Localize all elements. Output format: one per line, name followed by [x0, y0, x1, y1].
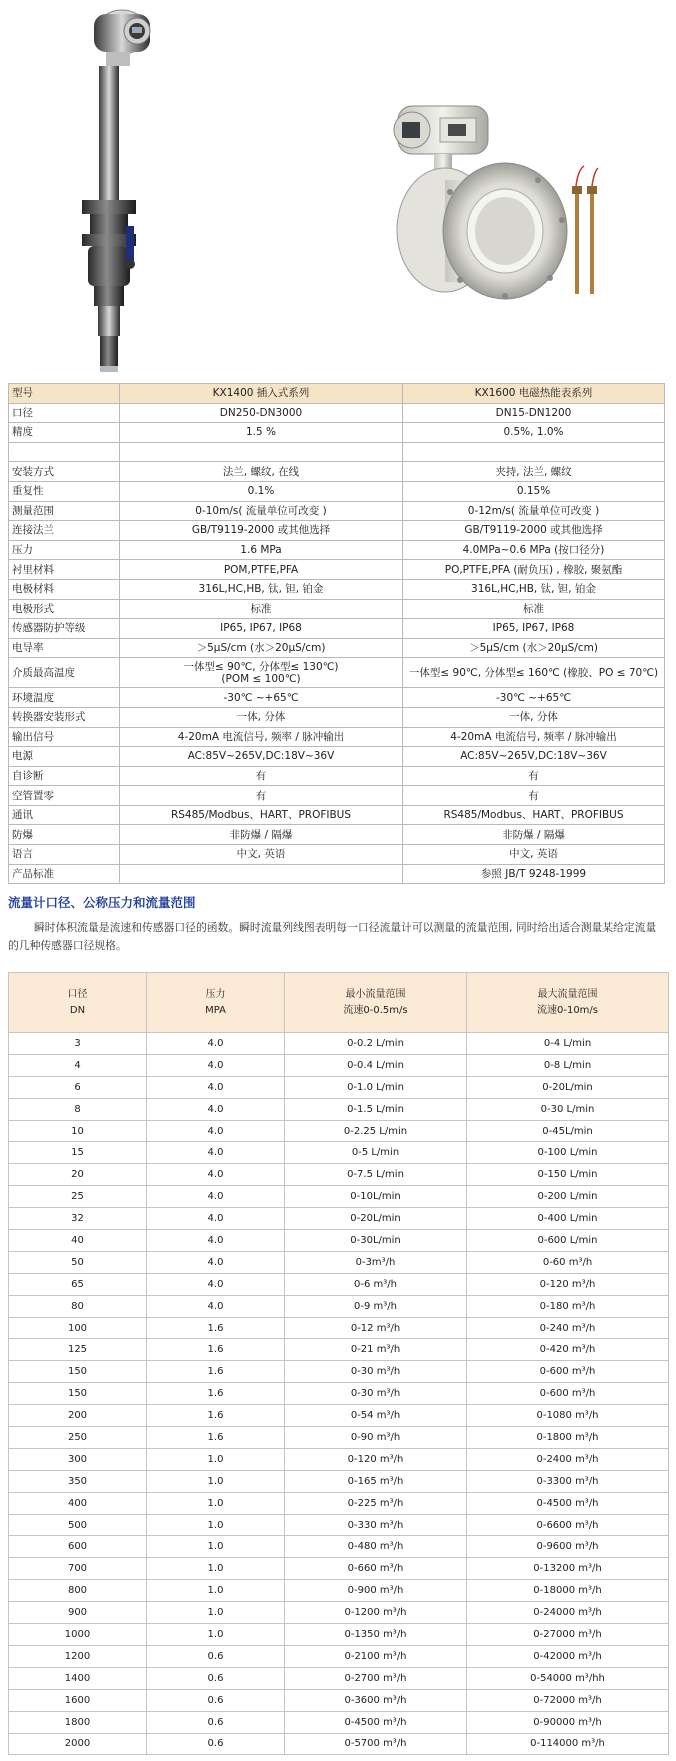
- spec-row: [9, 864, 665, 884]
- flow-cell-max: 0-90000 m³/h: [467, 1711, 669, 1733]
- spec-row-kx1600: 0.5%, 1.0%: [403, 423, 665, 443]
- flow-header-row: [9, 973, 669, 1033]
- spec-row-kx1400: 1.6 MPa: [120, 540, 403, 560]
- spec-row-kx1400: IP65, IP67, IP68: [120, 619, 403, 639]
- spec-row: [9, 727, 665, 747]
- flow-cell-max: 0-180 m³/h: [467, 1295, 669, 1317]
- flow-cell-max: 0-200 L/min: [467, 1186, 669, 1208]
- flow-cell-dn: 10: [9, 1120, 147, 1142]
- flow-cell-max: 0-9600 m³/h: [467, 1536, 669, 1558]
- spec-row-kx1400: 0.1%: [120, 481, 403, 501]
- flow-row: [9, 1427, 669, 1449]
- flow-cell-min: 0-1.5 L/min: [285, 1098, 467, 1120]
- spec-row-label: 电导率: [9, 638, 120, 658]
- flow-row: [9, 1492, 669, 1514]
- spec-row-kx1600: ＞5μS/cm (水＞20μS/cm): [403, 638, 665, 658]
- flow-cell-mpa: 1.0: [147, 1624, 285, 1646]
- flow-cell-max: 0-13200 m³/h: [467, 1558, 669, 1580]
- flow-cell-max: 0-42000 m³/h: [467, 1645, 669, 1667]
- spec-row: [9, 540, 665, 560]
- spec-row-label: 电源: [9, 747, 120, 767]
- spec-row-kx1400-line2: (POM ≤ 100℃): [221, 672, 301, 685]
- flow-cell-mpa: 1.6: [147, 1405, 285, 1427]
- spec-row: [9, 521, 665, 541]
- flow-cell-min: 0-5 L/min: [285, 1142, 467, 1164]
- flow-cell-min: 0-30 m³/h: [285, 1383, 467, 1405]
- spec-row-label: [9, 442, 120, 462]
- flow-row: [9, 1405, 669, 1427]
- spec-table: [8, 383, 665, 884]
- flow-cell-max: 0-45L/min: [467, 1120, 669, 1142]
- flow-cell-max: 0-27000 m³/h: [467, 1624, 669, 1646]
- flow-cell-min: 0-30L/min: [285, 1230, 467, 1252]
- spec-row-label: 通讯: [9, 805, 120, 825]
- flow-cell-max: 0-54000 m³/hh: [467, 1667, 669, 1689]
- flow-cell-max: 0-1800 m³/h: [467, 1427, 669, 1449]
- flow-cell-mpa: 1.0: [147, 1448, 285, 1470]
- flow-cell-mpa: 4.0: [147, 1208, 285, 1230]
- spec-row-kx1400: ＞5μS/cm (水＞20μS/cm): [120, 638, 403, 658]
- flow-cell-mpa: 1.0: [147, 1470, 285, 1492]
- flow-cell-min: 0-480 m³/h: [285, 1536, 467, 1558]
- spec-row: [9, 688, 665, 708]
- flow-header-max-l1: 最大流量范围: [537, 988, 598, 1000]
- electromagnetic-heat-meter-image: [390, 100, 610, 350]
- spec-row-kx1600: 非防爆 / 隔爆: [403, 825, 665, 845]
- spec-row-label: 防爆: [9, 825, 120, 845]
- flow-cell-min: 0-6 m³/h: [285, 1273, 467, 1295]
- flow-cell-mpa: 4.0: [147, 1054, 285, 1076]
- spec-row-kx1400: AC:85V~265V,DC:18V~36V: [120, 747, 403, 767]
- spec-row: [9, 599, 665, 619]
- flow-cell-mpa: 0.6: [147, 1645, 285, 1667]
- spec-row-kx1400-line1: 一体型≤ 90℃, 分体型≤ 130℃): [183, 660, 339, 673]
- flow-header-dn: [9, 973, 147, 1033]
- flow-cell-dn: 80: [9, 1295, 147, 1317]
- flow-header-max-l2: 流速0-10m/s: [536, 1004, 598, 1016]
- flow-cell-dn: 8: [9, 1098, 147, 1120]
- flow-cell-max: 0-600 m³/h: [467, 1361, 669, 1383]
- spec-row-kx1600: 4.0MPa~0.6 MPa (按口径分): [403, 540, 665, 560]
- flow-cell-max: 0-18000 m³/h: [467, 1580, 669, 1602]
- flow-cell-max: 0-8 L/min: [467, 1054, 669, 1076]
- spec-row-label: 安装方式: [9, 462, 120, 482]
- flow-cell-max: 0-60 m³/h: [467, 1251, 669, 1273]
- spec-header-label: 型号: [9, 384, 120, 404]
- flow-cell-mpa: 1.0: [147, 1602, 285, 1624]
- flow-row: [9, 1514, 669, 1536]
- flow-cell-dn: 65: [9, 1273, 147, 1295]
- flow-cell-max: 0-240 m³/h: [467, 1317, 669, 1339]
- spec-row-label: 衬里材料: [9, 560, 120, 580]
- flow-cell-dn: 500: [9, 1514, 147, 1536]
- spec-row-kx1600: AC:85V~265V,DC:18V~36V: [403, 747, 665, 767]
- flow-row: [9, 1098, 669, 1120]
- spec-row: [9, 805, 665, 825]
- spec-row: [9, 638, 665, 658]
- flow-cell-max: 0-120 m³/h: [467, 1273, 669, 1295]
- flow-cell-max: 0-100 L/min: [467, 1142, 669, 1164]
- flow-cell-mpa: 4.0: [147, 1186, 285, 1208]
- flow-cell-dn: 1400: [9, 1667, 147, 1689]
- flow-row: [9, 1054, 669, 1076]
- spec-row-label: 环境温度: [9, 688, 120, 708]
- flow-row: [9, 1339, 669, 1361]
- flow-header-mpa: [147, 973, 285, 1033]
- spec-row-kx1400: 有: [120, 766, 403, 786]
- spec-row-kx1600: 0.15%: [403, 481, 665, 501]
- flow-cell-max: 0-30 L/min: [467, 1098, 669, 1120]
- spec-row: [9, 579, 665, 599]
- spec-row-kx1400: DN250-DN3000: [120, 403, 403, 423]
- flow-row: [9, 1448, 669, 1470]
- flow-row: [9, 1383, 669, 1405]
- spec-row-kx1600: 4-20mA 电流信号, 频率 / 脉冲输出: [403, 727, 665, 747]
- flow-cell-mpa: 1.0: [147, 1536, 285, 1558]
- insertion-flowmeter-image: [70, 0, 180, 378]
- flow-cell-mpa: 1.6: [147, 1339, 285, 1361]
- spec-row-kx1600: 一体, 分体: [403, 707, 665, 727]
- flow-cell-max: 0-600 m³/h: [467, 1383, 669, 1405]
- flow-cell-min: 0-30 m³/h: [285, 1361, 467, 1383]
- flow-cell-dn: 1600: [9, 1689, 147, 1711]
- flow-cell-min: 0-4500 m³/h: [285, 1711, 467, 1733]
- spec-row-kx1400: -30℃ ~+65℃: [120, 688, 403, 708]
- flow-cell-mpa: 1.0: [147, 1514, 285, 1536]
- spec-row: [9, 766, 665, 786]
- flow-cell-mpa: 1.0: [147, 1492, 285, 1514]
- flow-cell-min: 0-90 m³/h: [285, 1427, 467, 1449]
- flow-cell-max: 0-3300 m³/h: [467, 1470, 669, 1492]
- flow-cell-min: 0-9 m³/h: [285, 1295, 467, 1317]
- spec-row: [9, 658, 665, 688]
- flow-cell-dn: 600: [9, 1536, 147, 1558]
- flow-header-min-l2: 流速0-0.5m/s: [343, 1004, 408, 1016]
- flow-row: [9, 1230, 669, 1252]
- spec-row-label: 产品标准: [9, 864, 120, 884]
- spec-row: [9, 747, 665, 767]
- flow-cell-max: 0-150 L/min: [467, 1164, 669, 1186]
- spec-row-kx1400: 4-20mA 电流信号, 频率 / 脉冲输出: [120, 727, 403, 747]
- flow-cell-mpa: 4.0: [147, 1230, 285, 1252]
- spec-row-kx1400: GB/T9119-2000 或其他选择: [120, 521, 403, 541]
- flow-cell-min: 0-900 m³/h: [285, 1580, 467, 1602]
- spec-row-kx1600: 参照 JB/T 9248-1999: [403, 864, 665, 884]
- flow-cell-mpa: 0.6: [147, 1689, 285, 1711]
- spec-row-kx1400: [120, 442, 403, 462]
- spec-row-kx1600: RS485/Modbus、HART、PROFIBUS: [403, 805, 665, 825]
- spec-row-label: 自诊断: [9, 766, 120, 786]
- spec-row-label: 转换器安装形式: [9, 707, 120, 727]
- section-title: 流量计口径、公称压力和流量范围: [8, 895, 196, 910]
- flow-cell-dn: 350: [9, 1470, 147, 1492]
- flow-cell-max: 0-6600 m³/h: [467, 1514, 669, 1536]
- flow-cell-min: 0-21 m³/h: [285, 1339, 467, 1361]
- spec-header-row: [9, 384, 665, 404]
- spec-row-label: 连接法兰: [9, 521, 120, 541]
- flow-cell-dn: 4: [9, 1054, 147, 1076]
- flow-row: [9, 1667, 669, 1689]
- spec-row-kx1400: 标准: [120, 599, 403, 619]
- flow-cell-min: 0-5700 m³/h: [285, 1733, 467, 1755]
- flow-cell-max: 0-400 L/min: [467, 1208, 669, 1230]
- flow-cell-dn: 100: [9, 1317, 147, 1339]
- flow-cell-min: 0-10L/min: [285, 1186, 467, 1208]
- spec-row-kx1600: PO,PTFE,PFA (耐负压) , 橡胶, 聚氨酯: [403, 560, 665, 580]
- flow-cell-dn: 250: [9, 1427, 147, 1449]
- spec-row-kx1400: 1.5 %: [120, 423, 403, 443]
- flow-cell-max: 0-1080 m³/h: [467, 1405, 669, 1427]
- flow-row: [9, 1580, 669, 1602]
- flow-cell-dn: 1200: [9, 1645, 147, 1667]
- spec-row-kx1400: 有: [120, 786, 403, 806]
- flow-cell-dn: 1000: [9, 1624, 147, 1646]
- flow-cell-dn: 125: [9, 1339, 147, 1361]
- spec-row: [9, 481, 665, 501]
- flow-cell-dn: 15: [9, 1142, 147, 1164]
- flow-cell-mpa: 1.6: [147, 1317, 285, 1339]
- flow-cell-mpa: 1.6: [147, 1383, 285, 1405]
- flow-cell-min: 0-0.2 L/min: [285, 1033, 467, 1055]
- spec-row-label: 空管置零: [9, 786, 120, 806]
- flow-cell-min: 0-2.25 L/min: [285, 1120, 467, 1142]
- spec-row-kx1400: POM,PTFE,PFA: [120, 560, 403, 580]
- spec-row-label: 介质最高温度: [9, 658, 120, 688]
- flow-cell-mpa: 1.6: [147, 1361, 285, 1383]
- flow-row: [9, 1733, 669, 1755]
- product-images: [0, 0, 676, 380]
- flow-row: [9, 1711, 669, 1733]
- section-description: 瞬时体积流量是流速和传感器口径的函数。瞬时流量列线图表明每一口径流量计可以测量的流量范围, 同时给出适合测量某给定流量的几种传感器口径规格。: [8, 921, 657, 952]
- flow-cell-dn: 150: [9, 1361, 147, 1383]
- flow-cell-min: 0-330 m³/h: [285, 1514, 467, 1536]
- flow-row: [9, 1558, 669, 1580]
- flow-cell-dn: 400: [9, 1492, 147, 1514]
- flow-row: [9, 1164, 669, 1186]
- spec-row-kx1600: GB/T9119-2000 或其他选择: [403, 521, 665, 541]
- spec-row-kx1600: 有: [403, 786, 665, 806]
- spec-row-kx1600: 0-12m/s( 流量单位可改变 ): [403, 501, 665, 521]
- flow-row: [9, 1317, 669, 1339]
- flow-header-dn-l2: DN: [69, 1004, 86, 1016]
- flow-row: [9, 1361, 669, 1383]
- flow-cell-mpa: 4.0: [147, 1273, 285, 1295]
- flow-row: [9, 1273, 669, 1295]
- flow-cell-dn: 700: [9, 1558, 147, 1580]
- spec-row-kx1400: 法兰, 螺纹, 在线: [120, 462, 403, 482]
- spec-row-kx1400: [120, 864, 403, 884]
- flow-cell-dn: 20: [9, 1164, 147, 1186]
- spec-row: [9, 462, 665, 482]
- flow-cell-dn: 3: [9, 1033, 147, 1055]
- spec-row-label: 电极材料: [9, 579, 120, 599]
- flow-cell-min: 0-20L/min: [285, 1208, 467, 1230]
- flow-cell-mpa: 1.0: [147, 1558, 285, 1580]
- flow-cell-min: 0-12 m³/h: [285, 1317, 467, 1339]
- flow-row: [9, 1645, 669, 1667]
- spec-row-label: 语言: [9, 845, 120, 865]
- spec-row-kx1600: IP65, IP67, IP68: [403, 619, 665, 639]
- flow-cell-max: 0-2400 m³/h: [467, 1448, 669, 1470]
- flow-cell-mpa: 4.0: [147, 1251, 285, 1273]
- flow-cell-min: 0-2700 m³/h: [285, 1667, 467, 1689]
- flow-cell-dn: 300: [9, 1448, 147, 1470]
- spec-row-kx1600: 一体型≤ 90℃, 分体型≤ 160℃ (橡胶、PO ≤ 70℃): [403, 658, 665, 688]
- spec-row-kx1400: 316L,HC,HB, 钛, 钽, 铂金: [120, 579, 403, 599]
- spec-row: [9, 560, 665, 580]
- flow-cell-mpa: 4.0: [147, 1098, 285, 1120]
- flow-header-max: [467, 973, 669, 1033]
- spec-row: [9, 442, 665, 462]
- spec-row-label: 压力: [9, 540, 120, 560]
- flow-cell-max: 0-20L/min: [467, 1076, 669, 1098]
- spec-row-label: 电极形式: [9, 599, 120, 619]
- spec-row-label: 测量范围: [9, 501, 120, 521]
- spec-row-kx1600: -30℃ ~+65℃: [403, 688, 665, 708]
- flow-cell-mpa: 4.0: [147, 1120, 285, 1142]
- flow-header-min: [285, 973, 467, 1033]
- flow-cell-max: 0-4 L/min: [467, 1033, 669, 1055]
- flow-header-min-l1: 最小流量范围: [345, 988, 406, 1000]
- spec-row-label: 输出信号: [9, 727, 120, 747]
- flow-header-dn-l1: 口径: [67, 988, 88, 1000]
- spec-row-kx1600: DN15-DN1200: [403, 403, 665, 423]
- flow-cell-max: 0-420 m³/h: [467, 1339, 669, 1361]
- flow-cell-max: 0-24000 m³/h: [467, 1602, 669, 1624]
- flow-cell-mpa: 4.0: [147, 1142, 285, 1164]
- flow-cell-min: 0-3600 m³/h: [285, 1689, 467, 1711]
- spec-row: [9, 423, 665, 443]
- flow-cell-dn: 900: [9, 1602, 147, 1624]
- flow-cell-mpa: 4.0: [147, 1076, 285, 1098]
- spec-row-label: 口径: [9, 403, 120, 423]
- flow-cell-min: 0-1200 m³/h: [285, 1602, 467, 1624]
- flow-row: [9, 1689, 669, 1711]
- flow-cell-mpa: 0.6: [147, 1667, 285, 1689]
- spec-row-kx1600: 标准: [403, 599, 665, 619]
- flow-row: [9, 1033, 669, 1055]
- flow-cell-dn: 800: [9, 1580, 147, 1602]
- spec-header-kx1400: KX1400 插入式系列: [120, 384, 403, 404]
- flow-cell-mpa: 4.0: [147, 1033, 285, 1055]
- spec-row: [9, 825, 665, 845]
- spec-row-kx1600: [403, 442, 665, 462]
- flow-cell-min: 0-2100 m³/h: [285, 1645, 467, 1667]
- spec-row-kx1600: 有: [403, 766, 665, 786]
- flow-cell-dn: 32: [9, 1208, 147, 1230]
- spec-row-kx1400: 非防爆 / 隔爆: [120, 825, 403, 845]
- spec-row: [9, 403, 665, 423]
- flow-row: [9, 1120, 669, 1142]
- flow-cell-min: 0-54 m³/h: [285, 1405, 467, 1427]
- spec-row-kx1400: 中文, 英语: [120, 845, 403, 865]
- spec-row-kx1600: 夹持, 法兰, 螺纹: [403, 462, 665, 482]
- flow-cell-min: 0-165 m³/h: [285, 1470, 467, 1492]
- spec-row: [9, 707, 665, 727]
- flow-cell-min: 0-1.0 L/min: [285, 1076, 467, 1098]
- flow-cell-dn: 200: [9, 1405, 147, 1427]
- flow-cell-max: 0-114000 m³/h: [467, 1733, 669, 1755]
- flow-cell-dn: 25: [9, 1186, 147, 1208]
- spec-row: [9, 786, 665, 806]
- flow-cell-dn: 1800: [9, 1711, 147, 1733]
- flow-cell-dn: 2000: [9, 1733, 147, 1755]
- flow-cell-mpa: 0.6: [147, 1733, 285, 1755]
- flow-row: [9, 1076, 669, 1098]
- flow-cell-mpa: 0.6: [147, 1711, 285, 1733]
- flow-cell-mpa: 1.6: [147, 1427, 285, 1449]
- spec-row-kx1400: 0-10m/s( 流量单位可改变 ): [120, 501, 403, 521]
- flow-cell-min: 0-0.4 L/min: [285, 1054, 467, 1076]
- flow-row: [9, 1186, 669, 1208]
- flow-cell-mpa: 4.0: [147, 1295, 285, 1317]
- flow-cell-max: 0-600 L/min: [467, 1230, 669, 1252]
- spec-row-kx1600: 316L,HC,HB, 钛, 钽, 铂金: [403, 579, 665, 599]
- flow-row: [9, 1251, 669, 1273]
- flow-cell-max: 0-4500 m³/h: [467, 1492, 669, 1514]
- flow-row: [9, 1208, 669, 1230]
- flow-cell-min: 0-120 m³/h: [285, 1448, 467, 1470]
- flow-header-mpa-l2: MPA: [205, 1004, 226, 1016]
- flow-cell-mpa: 1.0: [147, 1580, 285, 1602]
- flow-cell-min: 0-3m³/h: [285, 1251, 467, 1273]
- flow-cell-max: 0-72000 m³/h: [467, 1689, 669, 1711]
- flow-cell-min: 0-7.5 L/min: [285, 1164, 467, 1186]
- flow-row: [9, 1602, 669, 1624]
- spec-header-kx1600: KX1600 电磁热能表系列: [403, 384, 665, 404]
- flow-row: [9, 1536, 669, 1558]
- flow-cell-dn: 50: [9, 1251, 147, 1273]
- flow-row: [9, 1470, 669, 1492]
- spec-row-kx1400: 一体, 分体: [120, 707, 403, 727]
- flow-range-table: [8, 972, 669, 1755]
- spec-row: [9, 501, 665, 521]
- spec-row-kx1600: 中文, 英语: [403, 845, 665, 865]
- spec-row-label: 重复性: [9, 481, 120, 501]
- spec-row: [9, 619, 665, 639]
- flow-cell-dn: 150: [9, 1383, 147, 1405]
- flow-cell-min: 0-660 m³/h: [285, 1558, 467, 1580]
- spec-row: [9, 845, 665, 865]
- flow-header-mpa-l1: 压力: [205, 988, 226, 1000]
- flow-cell-dn: 40: [9, 1230, 147, 1252]
- flow-cell-min: 0-225 m³/h: [285, 1492, 467, 1514]
- flow-row: [9, 1295, 669, 1317]
- spec-row-label: 精度: [9, 423, 120, 443]
- flow-row: [9, 1142, 669, 1164]
- spec-row-label: 传感器防护等级: [9, 619, 120, 639]
- flow-cell-dn: 6: [9, 1076, 147, 1098]
- spec-row-kx1400: RS485/Modbus、HART、PROFIBUS: [120, 805, 403, 825]
- flow-cell-mpa: 4.0: [147, 1164, 285, 1186]
- spec-row-kx1400: [120, 658, 403, 688]
- flow-row: [9, 1624, 669, 1646]
- flow-cell-min: 0-1350 m³/h: [285, 1624, 467, 1646]
